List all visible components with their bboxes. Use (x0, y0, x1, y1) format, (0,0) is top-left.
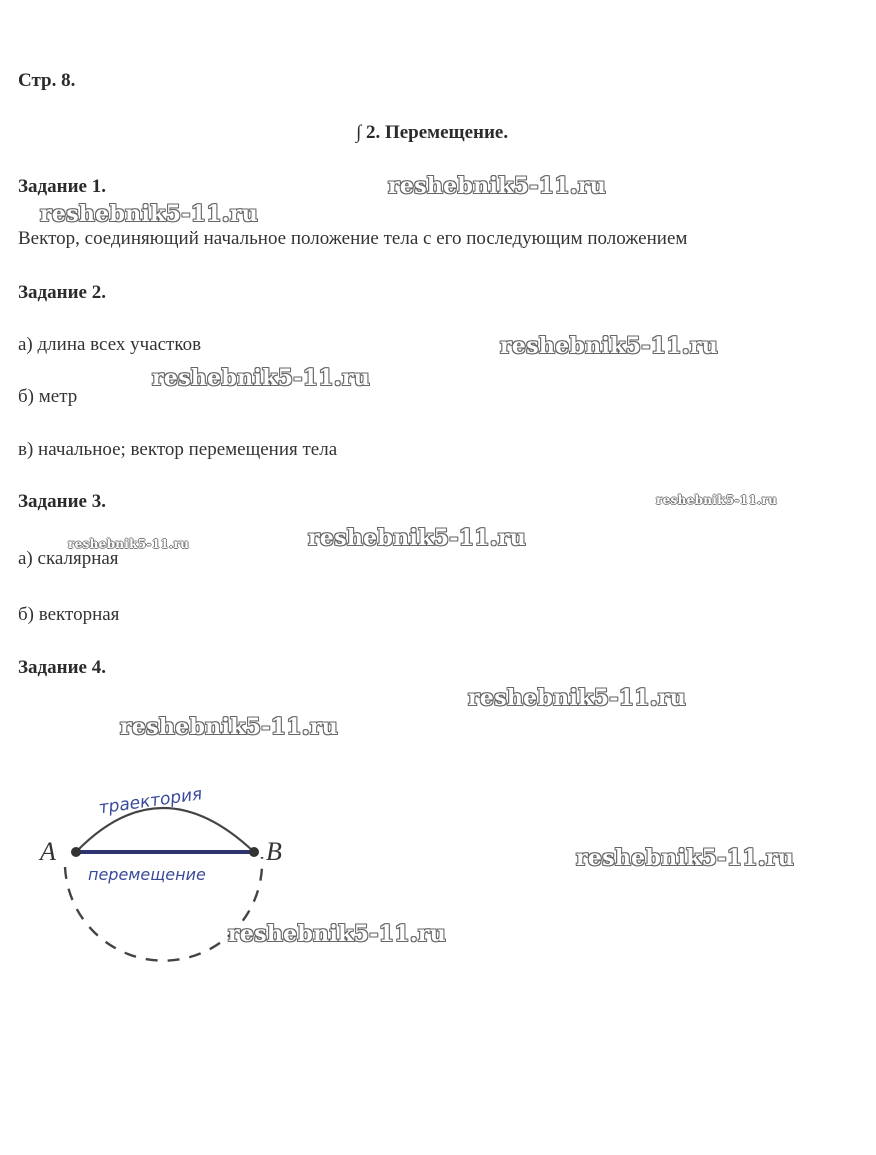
task-1-heading: Задание 1. (18, 176, 106, 197)
watermark: reshebnik5-11.ru (68, 537, 190, 551)
task-4-heading: Задание 4. (18, 657, 106, 678)
watermark: reshebnik5-11.ru (228, 921, 447, 947)
figure-svg (30, 760, 300, 1020)
watermark: reshebnik5-11.ru (656, 493, 778, 507)
task-3-heading: Задание 3. (18, 491, 106, 512)
point-a-dot (71, 847, 81, 857)
watermark: reshebnik5-11.ru (576, 845, 795, 871)
task-2-answer-a: а) длина всех участков (18, 334, 202, 355)
watermark: reshebnik5-11.ru (388, 173, 607, 199)
task-2-answer-c: в) начальное; вектор перемещения тела (18, 439, 338, 460)
watermark: reshebnik5-11.ru (120, 714, 339, 740)
task-3-answer-a: а) скалярная (18, 548, 119, 569)
task-2-heading: Задание 2. (18, 282, 106, 303)
section-title: ∫ 2. Перемещение. (356, 122, 509, 143)
watermark: reshebnik5-11.ru (40, 201, 259, 227)
watermark: reshebnik5-11.ru (468, 685, 687, 711)
task-1-answer: Вектор, соединяющий начальное положение тела с его последующим положением (18, 228, 688, 249)
task-2-answer-b: б) метр (18, 386, 78, 407)
task-3-answer-b: б) векторная (18, 604, 120, 625)
point-b-dot (249, 847, 259, 857)
displacement-label: перемещение (88, 865, 206, 884)
watermark: reshebnik5-11.ru (308, 525, 527, 551)
point-b-label: B (266, 837, 282, 866)
trajectory-label: траектория (97, 784, 204, 819)
page-number: Стр. 8. (18, 70, 76, 91)
point-a-label: A (40, 837, 56, 866)
watermark: reshebnik5-11.ru (152, 365, 371, 391)
trajectory-displacement-figure (30, 760, 300, 1025)
watermark: reshebnik5-11.ru (500, 333, 719, 359)
